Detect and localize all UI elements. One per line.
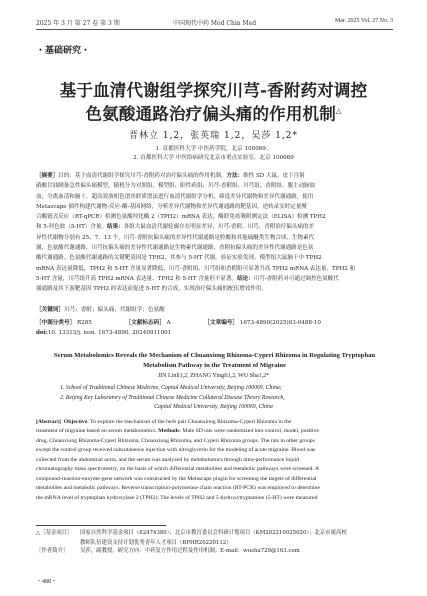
conclusion-label: 结论： <box>237 275 254 282</box>
header-issue-cn: 2025 年 3 月 第 27 卷 第 3 期 <box>36 20 120 27</box>
author-bio-label: ［作者简介］ <box>36 548 69 554</box>
funding-label: △［基金项目］ <box>36 530 73 536</box>
english-title-line: Serum Metabolomics Reveals the Mechanism of Chuanxiong Rhizoma-Cyperi Rhizoma in Regulating Tryptophan <box>53 352 376 359</box>
affiliation-1: 1. 首都医科大学 中医药学院，北京 100069； <box>155 146 272 152</box>
abstract-cn-line: 谢通路及其下游靶基因 TPH2 的表达而促进 5-HT 的合成，实现治疗偏头痛的配伍增效作用。 <box>36 286 267 293</box>
abstract-cn-line: 合酶链式反应（RT-qPCR）检测色氨酸羟化酶 2（TPH2）mRNA 表达，酶联免疫吸附测定法（ELISA）检测 TPH2 <box>36 214 326 221</box>
header-rule <box>36 29 393 30</box>
abstract-en-line: collected from the abdominal aorta, and the serum was analyzed by metabolomics through ultra-performance liquid <box>36 456 299 463</box>
author-bio-text: 吴莎，副教授，研究方向：中药复方作用过程及作用机制；E-mail：wusha729@163.com <box>80 548 300 554</box>
abstract-en-line: except the control group received subcutaneous injection with nitroglycerin for the modeling of acute migraine. Blood was <box>36 447 316 454</box>
title-line-2 <box>50 101 377 125</box>
doi-row <box>36 330 187 336</box>
doi-label: doi: <box>36 330 48 336</box>
classification-row <box>36 318 353 326</box>
column-tag: ・基础研究・ <box>36 46 91 56</box>
abstract-cn-line: 酸代谢通路。色氨酸代谢通路的关键靶基因是 TPH2，其参与 5-HT 代谢。验证实验发现，模型组大鼠脑干中 TPH2 <box>36 255 322 262</box>
abstract-cn-line: 异性代谢物分别有 25、7、13 个，川芎-香附抗偏头痛的差异性代谢通路是腔酸和其他硫醚类生物合成、生物素代 <box>36 234 315 241</box>
results-label: 结果： <box>107 224 124 231</box>
page-number: ・488・ <box>36 579 58 585</box>
title-line-2-text: 色氨酸通路治疗偏头痛的作用机制 <box>85 104 336 124</box>
english-title <box>36 351 393 371</box>
abstract-cn-line: 谢、色氨酸代谢通路，川芎抗偏头痛的差异性代谢通路是生物素代谢通路，香附抗偏头痛的差异性代谢通路是色氨 <box>36 245 314 252</box>
abstract-cn-line: Metascape 插件构建代谢物-反应-酶-基因网络，分析差异代谢物和差异代谢通路的靶基因。逆转录实时定量聚 <box>36 203 307 210</box>
keywords-value: 川芎；香附；偏头痛；代谢组学；色氨酸 <box>63 307 165 313</box>
abstract-cn-line: 和 5-羟色胺（5-HT）含量。 <box>36 224 108 231</box>
author-list: 晋林立 1,2，张英瑞 1,2，吴莎 1,2* <box>128 131 299 141</box>
english-affiliation-1: 1. School of Traditional Chinese Medicine, Capital Medical University, Beijing 100069, China; <box>60 385 282 391</box>
abstract-en-line: : To explore the mechanism of the herb pair Chuanxiong Rhizoma-Cyperi Rhizoma in the <box>87 419 292 425</box>
abstract-en-line: treatment of migraine based on serum metabolomics. <box>36 428 157 435</box>
abstract-cn-line: 硝酸甘油制备急性偏头痛模型，随机分为对照组、模型组、阳性药组、川芎-香附组、川芎组、香附组。腹主动脉取 <box>36 183 316 190</box>
abstract-en-line: : Male SD rats were randomized into control, model, positive <box>179 428 319 435</box>
abstract-en-line: compound-reaction-enzyme-gene network was constructed by the Metascape plugin for screening the targets of differential <box>36 475 317 482</box>
keywords-label: ［关键词］ <box>36 307 64 313</box>
abstract-cn-line: 目的：基于血清代谢组学探究川芎-香附药对治疗偏头痛的作用机制。 <box>58 173 227 179</box>
abstract-en-line: chromatography mass spectrometry, on the basis of which differential metabolites and metabolic pathways were screened. A <box>36 466 320 473</box>
english-authors: JIN Linli1,2, ZHANG Yingfi1,2, WU Sha1,2* <box>157 373 270 379</box>
abstract-en-line: metabolites and metabolic pathways. Reverse transcription-polymerase chain reaction (RT-PCR) was employed to determine <box>36 485 320 492</box>
abstract-cn-line: mRNA 表达量降低，TPH2 和 5-HT 含量显著降低，川芎-香附组、川芎组和香附组可显著升高 TPH2 mRNA 表达量、TPH2 和 <box>36 265 356 272</box>
abstract-label: ［摘要］ <box>36 173 59 179</box>
english-title-line: Metabolism Pathway in the Treatment of Migraine <box>143 362 286 369</box>
affiliation-2: 2. 首都医科大学 中医络病研究北京市重点实验室，北京 100069 <box>133 155 294 161</box>
header-issue-en: Mar. 2025 Vol. 27 No. 3 <box>334 18 393 24</box>
abstract-cn-line: 川芎-香附药对可通过调控色氨酸代 <box>253 275 339 282</box>
doc-code-value: A <box>166 320 171 326</box>
doi-value[interactable]: 10. 13313/j. issn. 1673-4890. 20240911001 <box>47 330 172 336</box>
clc-label: ［中图分类号］ <box>36 320 76 326</box>
objective-label: Objective <box>63 419 88 425</box>
funding-footnote <box>36 529 393 548</box>
abstract-cn-line: 各组大鼠血清代谢轮廓存在明显差异，川芎-香附、川芎、香附治疗偏头痛的差 <box>123 224 315 231</box>
keywords-row <box>36 305 181 313</box>
doc-code-label: ［文献标志码］ <box>125 320 165 326</box>
author-bio-footnote <box>36 547 393 557</box>
article-number-value: 1673-4890(2025)03-0488-10 <box>239 320 321 326</box>
funding-line: 教师队伍建设支持计划优秀青年人才项目（BPHR20220112） <box>80 539 232 546</box>
abstract-en-line: drug, Chuanxiong Rhizoma-Cyperi Rhizoma, Chuanxiong Rhizoma, and Cyperi Rhizoma groups. The rats in other groups <box>36 437 315 444</box>
article-title <box>50 80 377 125</box>
abstract-en-label: [Abstract] <box>36 419 61 425</box>
abstract-cn-line: 5-HT 含量，川芎组升高 TPH2 mRNA 表达量、TPH2 和 5-HT 含量但不显著。 <box>36 275 238 282</box>
title-line-1: 基于血清代谢组学探究川芎-香附药对调控 <box>59 81 368 100</box>
footnote-rule <box>36 525 166 526</box>
abstract-cn-line: 血，分离血清和脑干，超高效液相色谱串联质谱法进行血清代谢组学分析，筛选差异代谢物和差异代谢通路，使用 <box>36 193 314 200</box>
funding-mark: △ <box>335 107 342 115</box>
abstract-cn-line: 维性 SD 大鼠，皮下注射 <box>243 173 305 179</box>
english-affiliation-3: Capital Medical University, Beijing 100069, China <box>154 404 273 410</box>
abstract-chinese <box>36 171 393 295</box>
abstract-en-line: the mRNA level of tryptophan hydroxylase 2 (TPH2). The levels of TPH2 and 5-hydroxytryptamine (5-HT) were measured <box>36 494 318 501</box>
header-journal-name: 中国现代中药 Mod Chin Med <box>172 20 257 27</box>
funding-line: 国家自然科学基金项目（82474380）；北京市教育委员会科研计划项目（KM202210025020）；北京市属高校 <box>80 530 347 536</box>
methods-en-label: Methods <box>158 428 180 435</box>
abstract-english <box>36 418 393 503</box>
english-affiliation-2: 2. Beijing Key Laboratory of Traditional Chinese Medicine Collateral Disease Theory Research, <box>60 395 285 401</box>
methods-label: 方法： <box>226 173 244 179</box>
article-number-label: ［文章编号］ <box>204 320 238 326</box>
clc-value: R285 <box>76 320 92 326</box>
running-header <box>36 14 393 30</box>
